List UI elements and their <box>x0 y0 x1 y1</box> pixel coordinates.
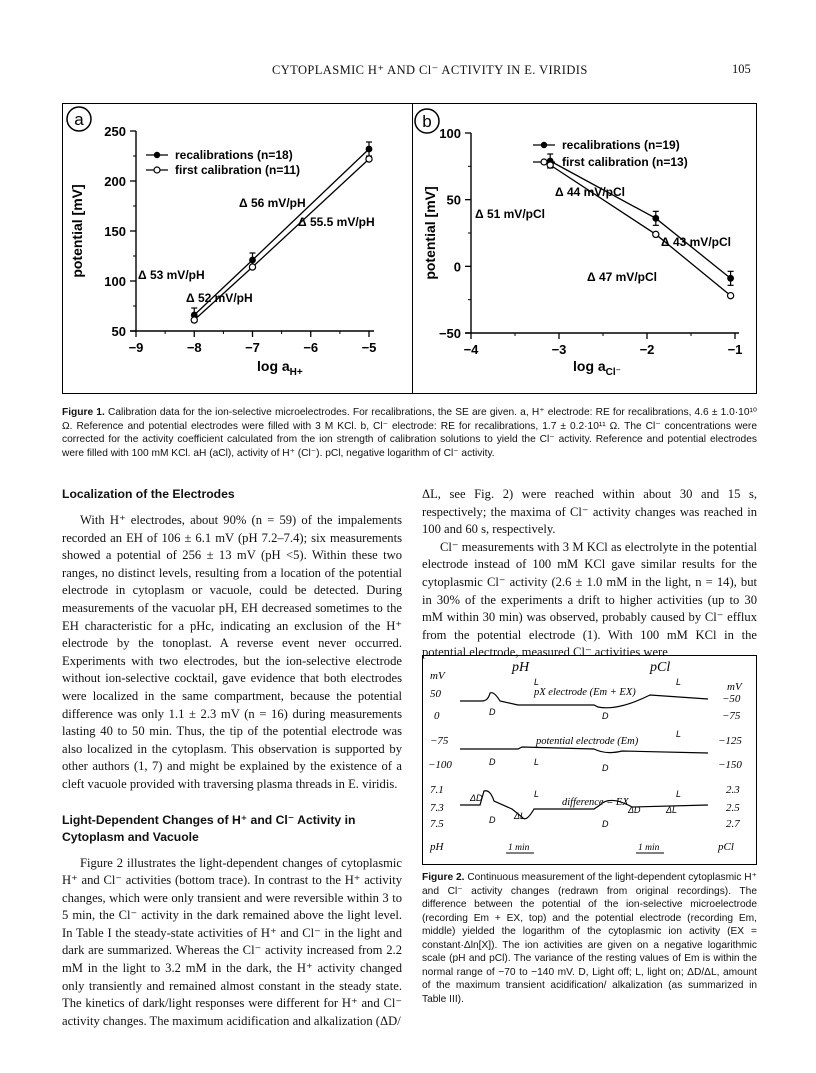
figure2-unit-left: mV <box>430 670 445 682</box>
figure2-yr-50: −50 <box>722 693 741 705</box>
figure2-marker-l5: L <box>534 789 540 799</box>
panel-b-xlabel <box>573 358 621 378</box>
panel-b-legend-filled-marker <box>541 142 547 148</box>
a-xtick-label-1: −8 <box>186 340 202 355</box>
figure2-unit-right: mV <box>727 681 742 693</box>
figure2-yr-27: 2.7 <box>726 818 740 830</box>
figure2-yr-23: 2.3 <box>726 784 740 796</box>
figure2-bottom-right-label: pCl <box>718 841 734 853</box>
a-point-open-1 <box>249 264 255 270</box>
b-point-filled-1 <box>652 215 659 222</box>
figure2-scale-right: 1 min <box>638 843 660 853</box>
a-xtick-label-3: −6 <box>303 340 319 355</box>
a-point-filled-1 <box>249 257 256 264</box>
figure1-caption-text: Calibration data for the ion-selective microelectrodes. For recalibrations, the SE are given. a, H⁺ electrode: RE for recalibrations, 4.6 ± 1.0·10¹⁰ Ω. Reference and potential electrodes were filled with 3 M KCl. b, Cl⁻ electrode: RE for recalibrations, 1.7 ± 0.2·10¹¹ Ω. The Cl⁻ concentrations were corrected for the activity coefficient calculated from the ion strength of calibration solutions to yield the Cl⁻ activity. Reference and potential electrodes were filled with 100 mM KCl. aH (aCl), activity of H⁺ (Cl⁻). pCl, negative logarithm of Cl⁻ activity. <box>62 407 757 459</box>
a-ytick-label-0: 50 <box>111 324 126 339</box>
figure2-left-title: pH <box>512 660 530 675</box>
left-column <box>62 486 402 1030</box>
b-point-filled-2 <box>727 275 734 282</box>
figure2-caption-text: Continuous measurement of the light-dependent cytoplasmic H⁺ and Cl⁻ activity changes (redrawn from original recordings). The difference between the potential of the ion-selective microelectrode (recording Em + EX, top) and the potential electrode (recording Em, middle) yielded the logarithm of the cytoplasmic ion activity (EX = constant·Δln[X]). The ion activities are given on a negative logarithmic scale (pH and pCl). The variance of the resting values of Em is within the normal range of −70 to −140 mV. D, Light off; L, light on; ΔD/ΔL, amount of the maximum transient acidification/ alkalization (as summarized in Table III). <box>422 872 757 1005</box>
page-number: 105 <box>732 62 751 76</box>
panel-b-legend-open-marker <box>541 159 547 165</box>
figure2-traces <box>422 655 757 865</box>
panel-a-label: a <box>74 110 84 129</box>
figure2-caption-label: Figure 2. <box>422 872 465 883</box>
figure2-right-title: pCl <box>650 660 671 675</box>
figure2-trace-mid-label: potential electrode (Em) <box>536 736 639 747</box>
b-point-open-1 <box>653 231 659 237</box>
b-xtick-label-1: −3 <box>551 342 567 357</box>
figure2-yl-0: 0 <box>434 710 440 722</box>
panel-b-xlabel-main: log a <box>573 358 606 374</box>
figure2-yl-71: 7.1 <box>430 784 444 796</box>
figure2-bottom-left-label: pH <box>430 841 444 853</box>
a-point-open-0 <box>191 317 197 323</box>
figure2-trace-bottom-label: difference = EX <box>562 797 629 808</box>
panel-a-xlabel-sub: H+ <box>289 367 303 378</box>
b-xtick-label-2: −2 <box>639 342 655 357</box>
panel-a-legend-filled-marker <box>154 152 160 158</box>
panel-b-series-recalibrations-line <box>550 161 730 278</box>
figure2-marker-dl2: ΔL <box>666 805 678 815</box>
figure2-scale-left: 1 min <box>508 843 530 853</box>
figure2-yl-100: −100 <box>428 759 452 771</box>
panel-b-y-ticks <box>439 126 471 341</box>
localization-paragraph: With H⁺ electrodes, about 90% (n = 59) of the impalements recorded an EH of 106 ± 6.1 mV (pH 7.2–7.4); six measurements showed a potential of 256 ± 13 mV (pH <5). Within these two ranges, no distinct levels, resulting from a location of the potential electrode in cytoplasm or vacuole, could be detected. During measurements of the vacuolar pH, EH decreased sometimes to the EH characteristic for a pHc, indicating an exclusion of the H⁺ electrode by the tonoplast. A reverse event never occurred. Experiments with two electrodes, but the ion-selective electrode without ion-selective cocktail, gave evidence that both electrodes were localized in the same compartment, because the potential difference was only 1.1 ± 2.3 mV (n = 16) during measurements lasting 40 to 50 min. Thus, the tip of the potential electrode was also localized in the cytoplasm. This observation is supported by other authors (1, 7) and might be explained by the existence of a cleft vacuole provided with traversing plasma threads in E. viridis. <box>62 513 402 791</box>
b-point-open-2 <box>728 293 734 299</box>
figure2-caption <box>422 871 757 1006</box>
figure2-marker-l2: L <box>534 677 540 687</box>
figure2-marker-l1: L <box>534 757 540 767</box>
figure2-marker-d2: D <box>602 711 609 721</box>
b-xtick-label-0: −4 <box>463 342 479 357</box>
figure2-marker-d6: D <box>602 819 609 829</box>
a-ytick-label-3: 200 <box>104 174 126 189</box>
a-point-filled-2 <box>366 146 373 153</box>
right-column <box>422 486 757 662</box>
panel-a-legend-filled: recalibrations (n=18) <box>175 148 293 162</box>
light-heading-line1: Light-Dependent Changes of H⁺ and Cl⁻ Activity in <box>62 812 356 827</box>
light-paragraph: Figure 2 illustrates the light-dependent changes of cytoplasmic H⁺ and Cl⁻ activities (bottom trace). In contrast to the H⁺ activity changes, which were only transient and were reversible within 3 to 5 min, the Cl⁻ activity in the dark remained above the light level. In Table I the steady-state activities of H⁺ and Cl⁻ in the light and dark are summarized. Whereas the Cl⁻ activity increased from 2.2 mM in the light to 3.2 mM in the dark, the H⁺ activity changed only transiently and remained almost constant in the steady state. The kinetics of dark/light responses were different for H⁺ and Cl⁻ activity changes. The maximum acidification and alkalization (ΔD/ <box>62 855 402 1028</box>
figure2-yl-75: −75 <box>430 735 449 747</box>
figure2-yr-125: −125 <box>718 735 742 747</box>
figure2-yr-150: −150 <box>718 759 742 771</box>
a-ytick-label-4: 250 <box>104 124 126 139</box>
figure2-marker-l6: L <box>676 789 682 799</box>
panel-b-x-ticks <box>464 333 743 357</box>
right-paragraph-1: ΔL, see Fig. 2) were reached within about 30 and 15 s, respectively; the maxima of Cl⁻ activity changes was reached in 100 and 60 s, respectively. <box>422 487 757 537</box>
panel-a-legend-open-marker <box>154 167 160 173</box>
panel-b-legend-filled: recalibrations (n=19) <box>562 138 680 152</box>
a-ytick-label-1: 100 <box>104 274 126 289</box>
figure2-marker-l4: L <box>676 729 682 739</box>
panel-b-legend-open: first calibration (n=13) <box>562 155 688 169</box>
b-ytick-label-1: 0 <box>453 259 461 275</box>
panel-b-xlabel-sub: Cl⁻ <box>605 367 621 378</box>
figure2-marker-d4: D <box>602 763 609 773</box>
panel-a-legend-open: first calibration (n=11) <box>175 163 301 177</box>
a-point-open-2 <box>366 156 372 162</box>
b-ytick-label-2: 50 <box>446 192 461 208</box>
panel-a-y-ticks <box>104 124 136 339</box>
panel-b-annotation-3: Δ 43 mV/pCl <box>661 235 731 249</box>
panel-a-ylabel: potential [mV] <box>69 184 85 278</box>
panel-b-annotation-2: Δ 51 mV/pCl <box>475 207 545 221</box>
a-ytick-label-2: 150 <box>104 224 126 239</box>
figure1-caption-label: Figure 1. <box>62 407 105 418</box>
localization-heading: Localization of the Electrodes <box>62 487 235 501</box>
header-title: CYTOPLASMIC H⁺ AND Cl⁻ ACTIVITY IN E. VIRIDIS <box>272 63 588 77</box>
figure1-panel-a <box>62 103 412 394</box>
a-xtick-label-0: −9 <box>128 340 144 355</box>
figure1-panel-b <box>413 103 757 394</box>
panel-b-label: b <box>422 112 432 131</box>
panel-a-annotation-3: Δ 53 mV/pH <box>138 268 205 282</box>
figure2-trace-mid <box>460 747 708 753</box>
panel-b-annotation-4: Δ 47 mV/pCl <box>587 270 657 284</box>
figure2-yr-75: −75 <box>722 710 741 722</box>
panel-a-annotation-1: Δ 56 mV/pH <box>239 196 306 210</box>
b-ytick-label-3: 100 <box>439 126 461 141</box>
figure2-marker-d1: D <box>489 707 496 717</box>
figure1-caption <box>62 406 757 460</box>
panel-a-xlabel-main: log a <box>257 358 290 374</box>
b-point-open-0 <box>547 162 553 168</box>
panel-a-annotation-2: Δ 55.5 mV/pH <box>298 215 375 229</box>
panel-b-annotation-1: Δ 44 mV/pCl <box>555 185 625 199</box>
figure2-marker-l3: L <box>676 677 682 687</box>
right-paragraph-2: Cl⁻ measurements with 3 M KCl as electrolyte in the potential electrode instead of 100 mM KCl gave similar results for the cytoplasmic Cl⁻ activity (2.6 ± 1.0 mM in the light, n = 14), but in 30% of the experiments a drift to higher activities (up to 30 mM within 30 min) was observed, probably caused by Cl⁻ efflux from the potential electrode (1). With 100 mM KCl in the potential electrode, measured Cl⁻ activities were <box>422 539 757 660</box>
b-xtick-label-3: −1 <box>727 342 743 357</box>
figure2-marker-dd1: ΔD <box>470 793 483 803</box>
figure2-yr-25: 2.5 <box>726 802 740 814</box>
figure2-marker-dl1: ΔL <box>514 811 526 821</box>
panel-a-xlabel <box>257 358 303 378</box>
a-xtick-label-4: −5 <box>361 340 377 355</box>
panel-b-ylabel: potential [mV] <box>422 186 438 280</box>
figure2-marker-d5: D <box>489 815 496 825</box>
panel-a-x-ticks <box>129 331 377 355</box>
light-heading-line2: Cytoplasm and Vacuole <box>62 829 199 844</box>
figure2-yl-50: 50 <box>430 688 441 700</box>
figure2-yl-73: 7.3 <box>430 802 444 814</box>
figure2-yl-75b: 7.5 <box>430 818 444 830</box>
figure2-marker-d3: D <box>489 757 496 767</box>
b-ytick-label-0: −50 <box>438 326 461 341</box>
figure2-trace-top-label: pX electrode (Em + EX) <box>534 687 636 698</box>
a-xtick-label-2: −7 <box>245 340 260 355</box>
panel-a-annotation-4: Δ 52 mV/pH <box>186 291 253 305</box>
running-head <box>0 62 816 80</box>
figure2-marker-dd2: ΔD <box>628 805 641 815</box>
